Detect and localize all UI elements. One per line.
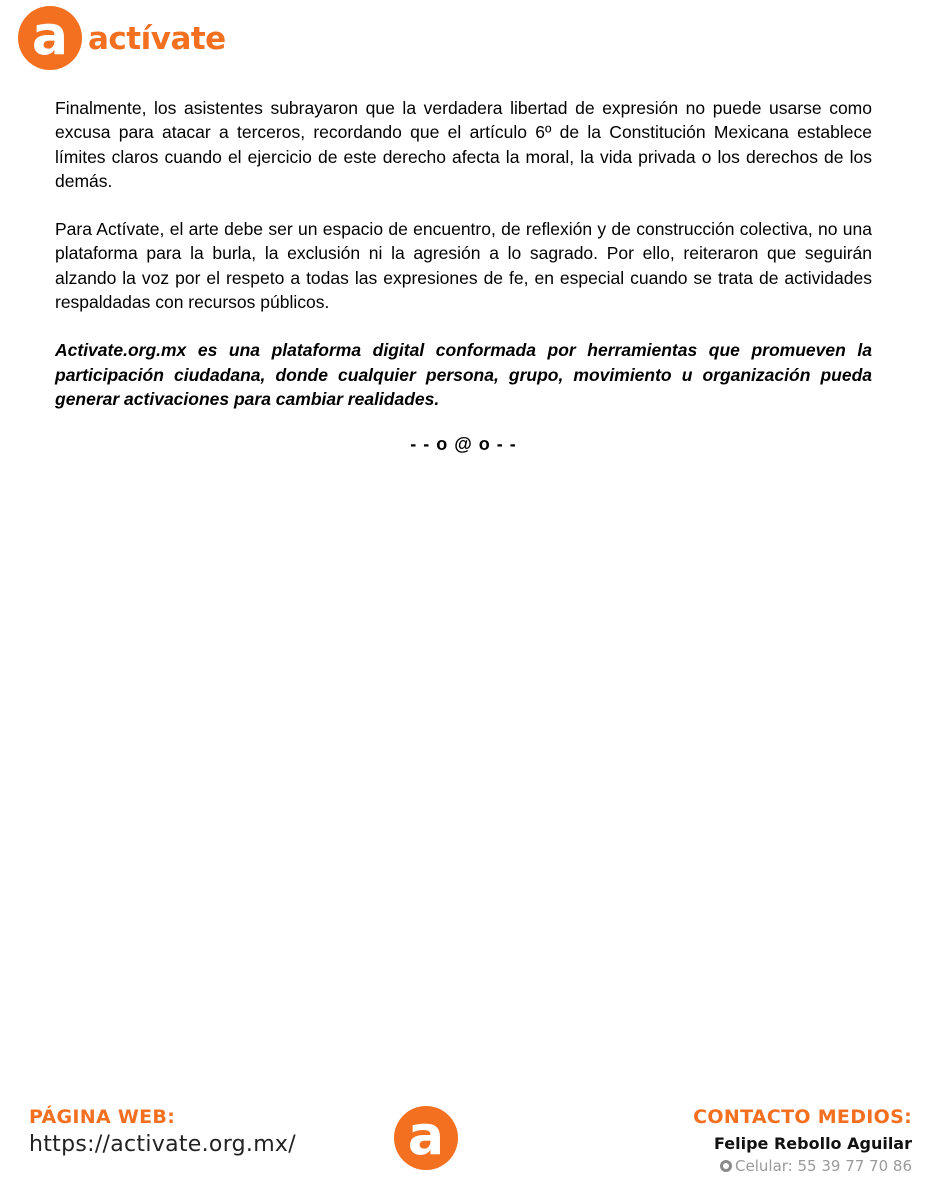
paragraph-2: Para Actívate, el arte debe ser un espacio de encuentro, de reflexión y de construcción colectiva, no una plataforma para la burla, la exclusión ni la agresión a lo sagrado. Por ello, reiteraron que seguirán alzando la voz por el respeto a todas las expresiones de fe, en especial cuando se trata de actividades respaldadas con recursos públicos. <box>55 219 872 313</box>
contact-name: Felipe Rebollo Aguilar <box>713 1134 912 1153</box>
contact-label: CONTACTO MEDIOS: <box>693 1106 912 1128</box>
footer-contact <box>693 1106 912 1175</box>
end-separator: - - o @ o - - <box>410 434 517 454</box>
logo-wordmark: actívate <box>88 21 226 57</box>
contact-phone-text: Celular: 55 39 77 70 86 <box>735 1157 912 1175</box>
header-logo <box>18 6 226 70</box>
document-body <box>55 96 872 435</box>
footer-logo-icon: a <box>394 1106 458 1170</box>
paragraph-1: Finalmente, los asistentes subrayaron que la verdadera libertad de expresión no puede usarse como excusa para atacar a terceros, recordando que el artículo 6º de la Constitución Mexicana establece límites claros cuando el ejercicio de este derecho afecta la moral, la vida privada o los derechos de los demás. <box>55 98 872 191</box>
logo-circle-icon: a <box>18 6 82 70</box>
contact-phone <box>693 1157 912 1175</box>
phone-icon <box>720 1160 732 1172</box>
website-url-link[interactable]: https://activate.org.mx/ <box>29 1132 296 1157</box>
website-label: PÁGINA WEB: <box>29 1106 176 1128</box>
footer-website <box>29 1106 296 1157</box>
paragraph-about: Activate.org.mx es una plataforma digital conformada por herramientas que promueven la participación ciudadana, donde cualquier persona, grupo, movimiento u organización pueda generar activaciones para cambiar realidades. <box>55 340 872 409</box>
